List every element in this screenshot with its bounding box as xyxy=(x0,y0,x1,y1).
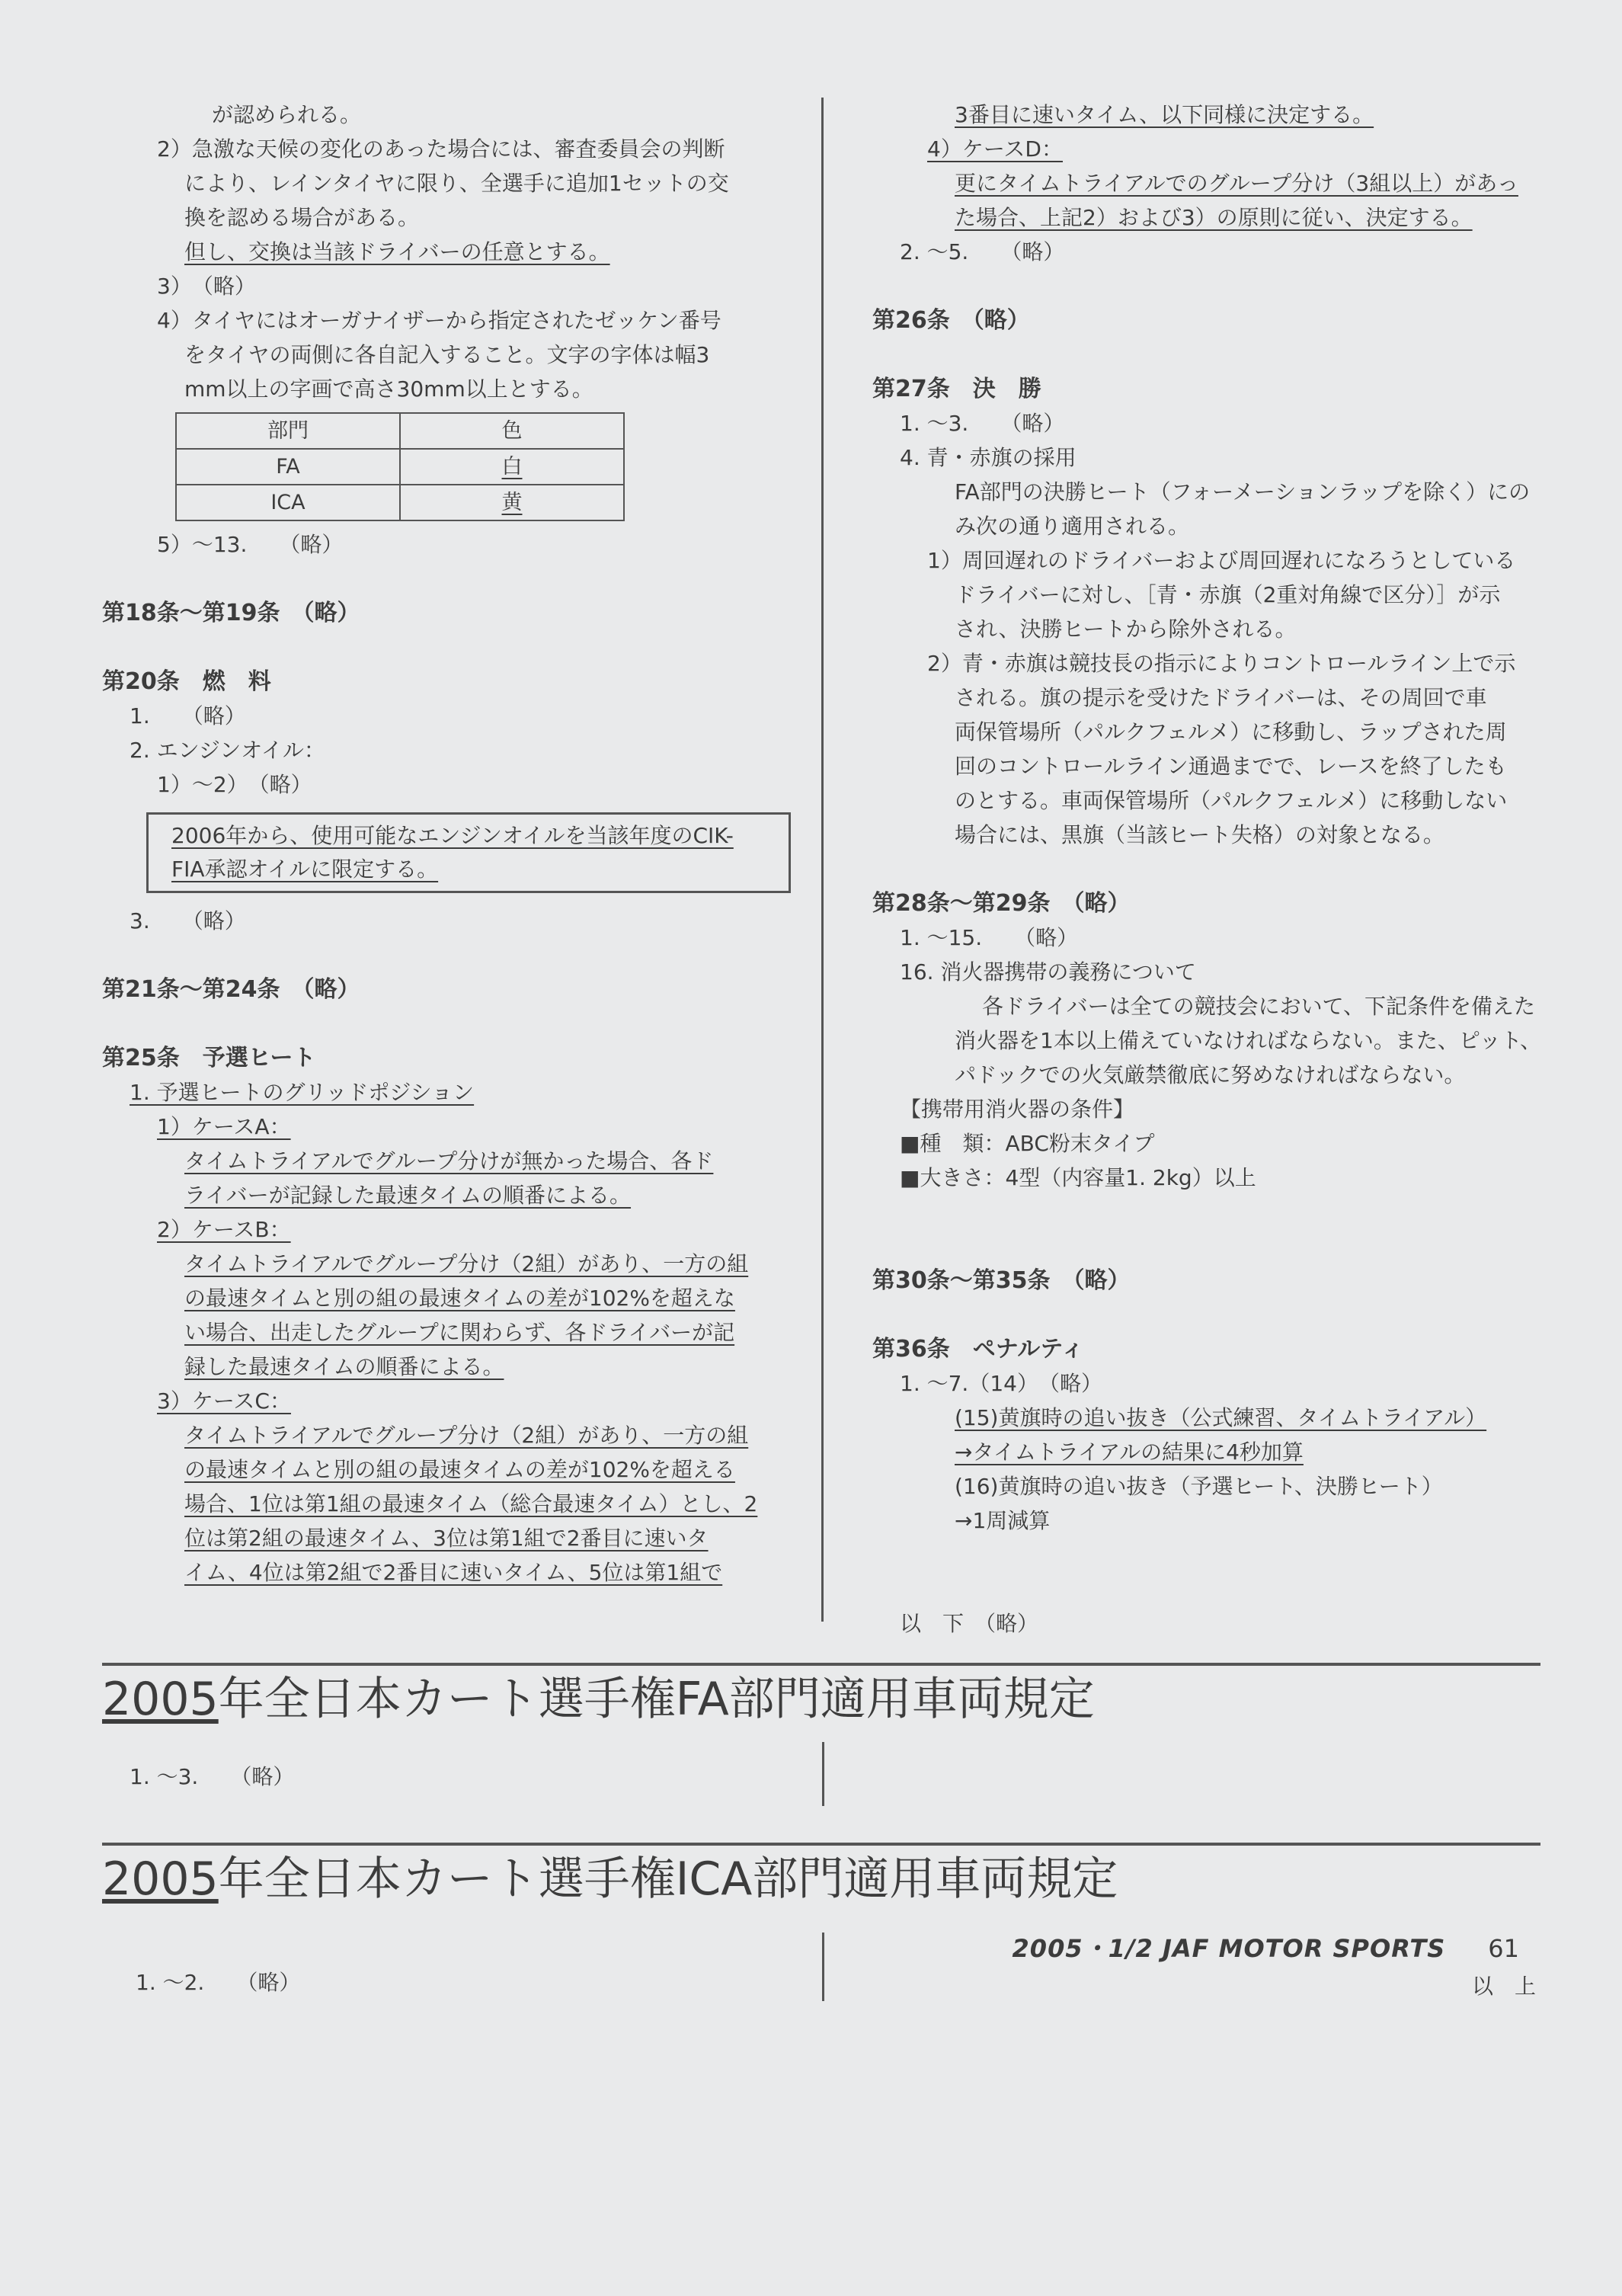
column-divider-short xyxy=(822,1742,824,1806)
article-heading xyxy=(872,303,1543,338)
line-text: →1周減算 xyxy=(955,1508,1051,1533)
article-heading xyxy=(872,372,1543,406)
spacer xyxy=(872,269,1543,303)
article-heading xyxy=(102,972,780,1007)
text-line xyxy=(872,200,1543,235)
line-text: 第18条～第19条 （略） xyxy=(102,600,360,626)
spacer xyxy=(102,938,780,972)
line-text: 16. 消火器携帯の義務について xyxy=(900,959,1196,985)
text-line xyxy=(102,1452,780,1487)
line-text: 第30条～第35条 （略） xyxy=(872,1267,1131,1294)
line-text: のとする。車両保管場所（パルクフェルメ）に移動しない xyxy=(955,788,1508,813)
text-line xyxy=(102,338,780,372)
line-text: 2. ～5. （略） xyxy=(900,239,1065,264)
line-text: い場合、出走したグループに関わらず、各ドライバーが記 xyxy=(184,1320,735,1345)
text-line xyxy=(872,132,1543,166)
table-header-cell: 部門 xyxy=(176,413,400,449)
line-text: イム、4位は第2組で2番目に速いタイム、5位は第1組で xyxy=(184,1560,723,1585)
line-text: 3） （略） xyxy=(157,274,256,299)
left-lines-top xyxy=(102,98,780,406)
left-lines-middle xyxy=(102,527,780,802)
oil-notice-line: 2006年から、使用可能なエンジンオイルを当該年度のCIK- xyxy=(171,823,734,848)
spacer xyxy=(872,1572,1543,1606)
text-line xyxy=(872,509,1543,543)
line-text: 1）ケースA： xyxy=(157,1114,291,1139)
line-text: 両保管場所（パルクフェルメ）に移動し、ラップされた周 xyxy=(955,719,1507,745)
text-line xyxy=(102,1315,780,1350)
line-text: mm以上の字画で高さ30mm以上とする。 xyxy=(184,376,593,402)
line-text: により、レインタイヤに限り、全選手に追加1セットの交 xyxy=(184,171,729,196)
table-cell: ICA xyxy=(176,485,400,520)
line-text: ■大きさ：4型（内容量1. 2kg）以上 xyxy=(900,1165,1256,1190)
text-line xyxy=(102,767,780,802)
line-text: 4）ケースD： xyxy=(927,136,1063,162)
line-text: 位は第2組の最速タイム、3位は第1組で2番目に速いタ xyxy=(184,1526,709,1551)
section-rule xyxy=(102,1663,1540,1666)
text-line xyxy=(872,543,1543,578)
text-line xyxy=(872,440,1543,475)
line-text: 1）～2） （略） xyxy=(157,772,312,797)
text-line xyxy=(102,1247,780,1281)
text-line xyxy=(102,98,780,132)
line-text: 3番目に速いタイム、以下同様に決定する。 xyxy=(955,102,1374,127)
text-line xyxy=(102,1281,780,1315)
article-heading xyxy=(872,1263,1543,1298)
spacer xyxy=(872,1538,1543,1572)
spacer xyxy=(102,562,780,596)
line-text: 第28条～第29条 （略） xyxy=(872,890,1131,917)
left-column xyxy=(102,98,780,1590)
text-line xyxy=(872,1126,1543,1161)
text-line xyxy=(872,1023,1543,1058)
spacer xyxy=(872,1229,1543,1263)
spacer xyxy=(872,1298,1543,1332)
spacer xyxy=(872,852,1543,886)
left-lines-bottom xyxy=(102,904,780,1590)
line-text: 5）～13. （略） xyxy=(157,532,344,557)
text-line xyxy=(872,1606,1543,1641)
text-line xyxy=(872,680,1543,715)
text-line xyxy=(102,1212,780,1247)
line-text: 但し、交換は当該ドライバーの任意とする。 xyxy=(184,239,610,264)
article-heading xyxy=(872,886,1543,921)
table-cell: 黄 xyxy=(400,485,624,520)
line-text: タイムトライアルでグループ分け（2組）があり、一方の組 xyxy=(184,1423,749,1448)
line-text: 4）タイヤにはオーガナイザーから指定されたゼッケン番号 xyxy=(157,308,721,333)
section-body-ica: 1. ～2. （略） xyxy=(136,1970,301,1995)
text-line xyxy=(872,1435,1543,1469)
line-text: の最速タイムと別の組の最速タイムの差が102%を超える xyxy=(184,1457,735,1482)
line-text: 場合、1位は第1組の最速タイム（総合最速タイム）とし、2 xyxy=(184,1491,758,1516)
text-line xyxy=(102,1521,780,1555)
section-title-ica xyxy=(102,1852,1118,1906)
section-rule xyxy=(102,1843,1540,1846)
text-line xyxy=(872,406,1543,440)
oil-notice-line: FIA承認オイルに限定する。 xyxy=(171,857,439,882)
section-title-fa xyxy=(102,1673,1095,1726)
text-line xyxy=(102,1350,780,1384)
text-line xyxy=(102,1110,780,1144)
line-text: み次の通り適用される。 xyxy=(955,514,1190,539)
spacer xyxy=(102,630,780,664)
line-text: 【携帯用消火器の条件】 xyxy=(900,1097,1135,1122)
text-line xyxy=(872,612,1543,646)
section-title-text: 年全日本カート選手権FA部門適用車両規定 xyxy=(218,1673,1095,1726)
line-text: 第20条 燃 料 xyxy=(102,668,271,695)
article-heading xyxy=(102,1041,780,1075)
text-line xyxy=(102,235,780,269)
line-text: (16)黄旗時の追い抜き（予選ヒート、決勝ヒート） xyxy=(955,1474,1443,1499)
line-text: た場合、上記2）および3）の原則に従い、決定する。 xyxy=(955,205,1473,230)
end-mark: 以 上 xyxy=(1472,1974,1537,1999)
text-line xyxy=(872,783,1543,818)
line-text: 1. ～15. （略） xyxy=(900,925,1079,950)
text-line xyxy=(102,904,780,938)
line-text: 換を認める場合がある。 xyxy=(184,205,420,230)
section-year: 2005 xyxy=(102,1673,219,1726)
text-line xyxy=(872,1366,1543,1401)
text-line xyxy=(872,475,1543,509)
text-line xyxy=(102,527,780,562)
text-line xyxy=(102,1555,780,1590)
tire-color-table xyxy=(175,412,625,521)
text-line xyxy=(872,578,1543,612)
table-row xyxy=(176,449,624,485)
oil-notice-box xyxy=(146,812,791,893)
text-line xyxy=(872,921,1543,955)
line-text: される。旗の提示を受けたドライバーは、その周回で車 xyxy=(955,685,1487,710)
text-line xyxy=(872,818,1543,852)
line-text: 4. 青・赤旗の採用 xyxy=(900,445,1077,470)
line-text: タイムトライアルでグループ分けが無かった場合、各ド xyxy=(184,1148,714,1174)
text-line xyxy=(102,1418,780,1452)
table-row xyxy=(176,485,624,520)
text-line xyxy=(872,1092,1543,1126)
article-heading xyxy=(102,596,780,630)
text-line xyxy=(872,1401,1543,1435)
text-line xyxy=(102,132,780,166)
text-line xyxy=(102,733,780,767)
line-text: 各ドライバーは全ての競技会において、下記条件を備えた xyxy=(982,994,1536,1019)
text-line xyxy=(102,1144,780,1178)
text-line xyxy=(102,269,780,303)
line-text: 録した最速タイムの順番による。 xyxy=(184,1354,504,1379)
text-line xyxy=(872,715,1543,749)
column-divider-short xyxy=(822,1933,824,2001)
line-text: 2. エンジンオイル： xyxy=(130,738,325,763)
table-header-cell: 色 xyxy=(400,413,624,449)
text-line xyxy=(872,166,1543,200)
line-text: 回のコントロールライン通過までで、レースを終了したも xyxy=(955,754,1507,779)
text-line xyxy=(872,1469,1543,1503)
line-text: 1. ～3. （略） xyxy=(900,411,1065,436)
text-line xyxy=(102,1178,780,1212)
text-line xyxy=(872,98,1543,132)
line-text: タイムトライアルでグループ分け（2組）があり、一方の組 xyxy=(184,1251,749,1276)
text-line xyxy=(102,699,780,733)
line-text: 以 下 （略） xyxy=(900,1611,1039,1636)
text-line xyxy=(102,1487,780,1521)
text-line xyxy=(102,166,780,200)
line-text: 第21条～第24条 （略） xyxy=(102,976,360,1003)
text-line xyxy=(872,1503,1543,1538)
spacer xyxy=(872,1195,1543,1229)
line-text: が認められる。 xyxy=(212,102,362,127)
text-line xyxy=(102,1075,780,1110)
line-text: 第27条 決 勝 xyxy=(872,376,1041,402)
line-text: 1. （略） xyxy=(130,703,246,729)
line-text: 2）青・赤旗は競技長の指示によりコントロールライン上で示 xyxy=(927,651,1516,676)
line-text: 2）ケースB： xyxy=(157,1217,291,1242)
section-year: 2005 xyxy=(102,1852,219,1906)
table-header-row xyxy=(176,413,624,449)
line-text: 消火器を1本以上備えていなければならない。また、ピット、 xyxy=(955,1028,1542,1053)
text-line xyxy=(872,955,1543,989)
line-text: 3. （略） xyxy=(130,908,246,933)
text-line xyxy=(872,646,1543,680)
text-line xyxy=(872,1058,1543,1092)
line-text: 場合には、黒旗（当該ヒート失格）の対象となる。 xyxy=(955,822,1444,847)
line-text: 2）急激な天候の変化のあった場合には、審査委員会の判断 xyxy=(157,136,725,162)
text-line xyxy=(872,989,1543,1023)
text-line xyxy=(102,372,780,406)
line-text: ドライバーに対し、［青・赤旗（2重対角線で区分）］が示 xyxy=(955,582,1501,607)
text-line xyxy=(872,1161,1543,1195)
line-text: の最速タイムと別の組の最速タイムの差が102%を超えな xyxy=(184,1286,735,1311)
magazine-title: 2005・1/2 JAF MOTOR SPORTS xyxy=(1012,1934,1446,1963)
line-text: 第26条 （略） xyxy=(872,307,1030,334)
line-text: ライバーが記録した最速タイムの順番による。 xyxy=(184,1183,632,1208)
line-text: 第36条 ペナルティ xyxy=(872,1336,1084,1363)
line-text: (15)黄旗時の追い抜き（公式練習、タイムトライアル） xyxy=(955,1405,1487,1430)
text-line xyxy=(102,303,780,338)
table-cell: 白 xyxy=(400,449,624,485)
line-text: パドックでの火気厳禁徹底に努めなければならない。 xyxy=(955,1062,1466,1087)
line-text: 1）周回遅れのドライバーおよび周回遅れになろうとしている xyxy=(927,548,1516,573)
page-footer xyxy=(1013,1929,1519,1965)
table-cell: FA xyxy=(176,449,400,485)
text-line xyxy=(102,200,780,235)
line-text: ■種 類：ABC粉末タイプ xyxy=(900,1131,1155,1156)
text-line xyxy=(872,235,1543,269)
line-text: 第25条 予選ヒート xyxy=(102,1045,316,1071)
column-divider xyxy=(821,98,824,1622)
spacer xyxy=(872,338,1543,372)
spacer xyxy=(102,1007,780,1041)
line-text: 更にタイムトライアルでのグループ分け（3組以上）があっ xyxy=(955,171,1518,196)
section-title-text: 年全日本カート選手権ICA部門適用車両規定 xyxy=(218,1852,1118,1906)
line-text: 1. ～7.（14） （略） xyxy=(900,1371,1102,1396)
article-heading xyxy=(872,1332,1543,1366)
right-column xyxy=(872,98,1543,1641)
article-heading xyxy=(102,664,780,699)
section-body-fa: 1. ～3. （略） xyxy=(130,1764,295,1789)
line-text: され、決勝ヒートから除外される。 xyxy=(955,616,1297,642)
right-lines xyxy=(872,98,1543,1641)
text-line xyxy=(872,749,1543,783)
line-text: 1. 予選ヒートのグリッドポジション xyxy=(130,1080,475,1105)
line-text: 3）ケースC： xyxy=(157,1388,291,1414)
page-number: 61 xyxy=(1488,1934,1519,1963)
line-text: FA部門の決勝ヒート（フォーメーションラップを除く）にの xyxy=(955,479,1531,504)
line-text: をタイヤの両側に各自記入すること。文字の字体は幅3 xyxy=(184,342,710,367)
line-text: →タイムトライアルの結果に4秒加算 xyxy=(955,1439,1304,1465)
text-line xyxy=(102,1384,780,1418)
